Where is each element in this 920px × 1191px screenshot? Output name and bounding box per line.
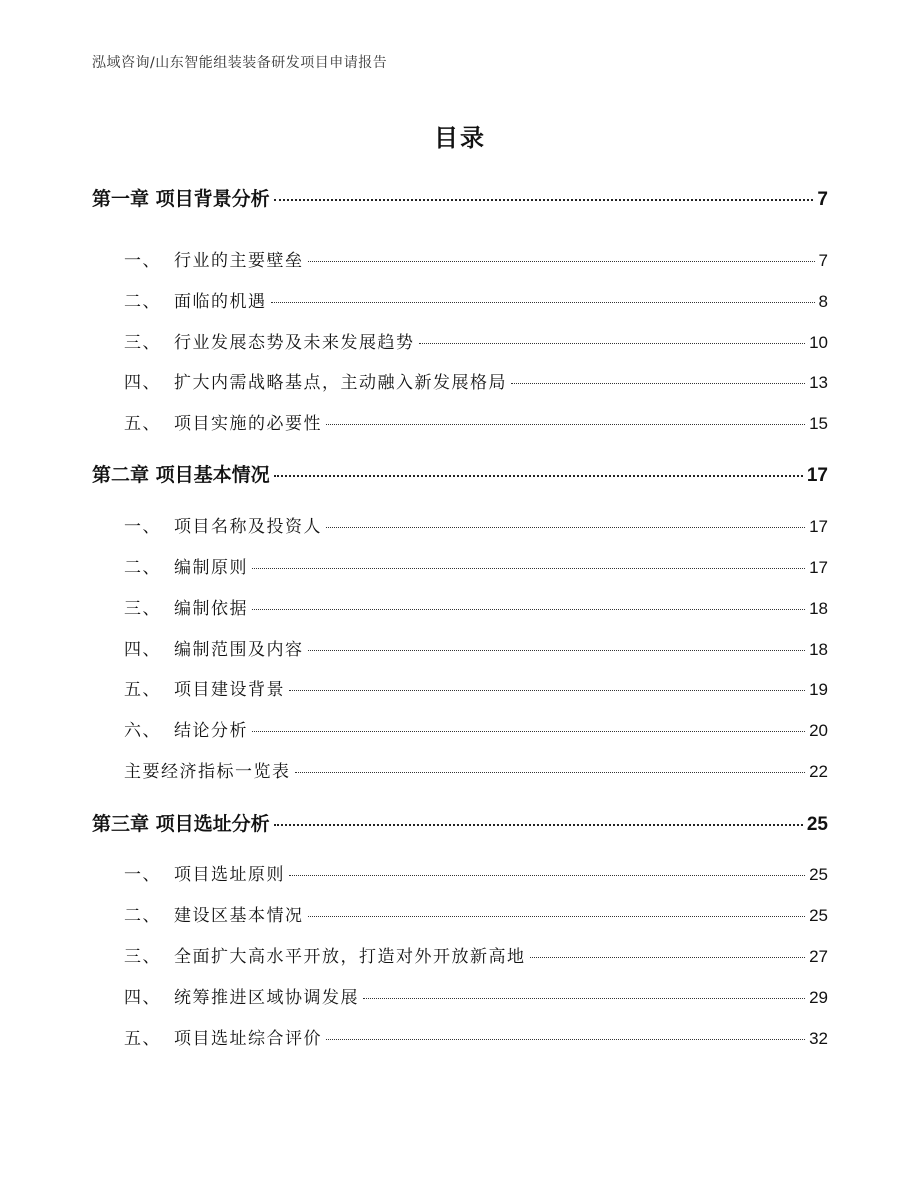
toc-section-number: 三、 bbox=[124, 947, 161, 967]
dot-leader bbox=[289, 690, 805, 691]
toc-section-number: 四、 bbox=[124, 640, 161, 660]
dot-leader bbox=[308, 261, 815, 262]
toc-page-number: 10 bbox=[809, 333, 828, 352]
dot-leader bbox=[419, 343, 806, 344]
toc-entry-label: 统筹推进区域协调发展 bbox=[174, 988, 359, 1008]
toc-section-number: 二、 bbox=[124, 906, 161, 926]
toc-entry-label: 行业的主要壁垒 bbox=[174, 251, 304, 271]
toc-section-number: 五、 bbox=[124, 1029, 161, 1049]
toc-chapter-1[interactable] bbox=[92, 184, 828, 211]
toc-section[interactable] bbox=[92, 983, 828, 1008]
toc-section-number: 一、 bbox=[124, 517, 161, 537]
toc-page-number: 17 bbox=[809, 558, 828, 577]
toc-entry-label: 扩大内需战略基点，主动融入新发展格局 bbox=[174, 373, 507, 393]
toc-section-number: 四、 bbox=[124, 373, 161, 393]
toc-entry-label: 第二章 项目基本情况 bbox=[92, 464, 270, 486]
toc-page-number: 27 bbox=[809, 947, 828, 966]
toc-section[interactable] bbox=[92, 675, 828, 700]
toc-section[interactable] bbox=[92, 287, 828, 312]
toc-section-number: 五、 bbox=[124, 680, 161, 700]
toc-chapter-2[interactable] bbox=[92, 460, 828, 487]
toc-section-number: 三、 bbox=[124, 333, 161, 353]
dot-leader bbox=[252, 731, 805, 732]
dot-leader bbox=[252, 568, 805, 569]
toc-section[interactable] bbox=[92, 512, 828, 537]
toc-entry-label: 项目建设背景 bbox=[174, 680, 285, 700]
toc-section-number: 三、 bbox=[124, 599, 161, 619]
toc-entry-label: 项目选址综合评价 bbox=[174, 1029, 322, 1049]
toc-entry-label: 编制原则 bbox=[174, 558, 248, 578]
toc-entry-label: 项目实施的必要性 bbox=[174, 414, 322, 434]
toc-entry-label: 面临的机遇 bbox=[174, 292, 267, 312]
toc-section[interactable] bbox=[92, 1024, 828, 1049]
dot-leader bbox=[271, 302, 815, 303]
dot-leader bbox=[326, 527, 805, 528]
toc-section[interactable] bbox=[92, 860, 828, 885]
dot-leader bbox=[252, 609, 805, 610]
toc-section-number: 五、 bbox=[124, 414, 161, 434]
toc-section[interactable] bbox=[92, 553, 828, 578]
page-header: 泓域咨询/山东智能组装装备研发项目申请报告 bbox=[92, 55, 388, 71]
toc-entry-label: 第一章 项目背景分析 bbox=[92, 188, 270, 210]
toc-section[interactable] bbox=[92, 901, 828, 926]
dot-leader bbox=[289, 875, 805, 876]
toc-section[interactable] bbox=[92, 757, 828, 782]
dot-leader bbox=[530, 957, 806, 958]
toc-entry-label: 主要经济指标一览表 bbox=[124, 762, 291, 782]
dot-leader bbox=[363, 998, 805, 999]
toc-page-number: 7 bbox=[817, 189, 828, 210]
dot-leader bbox=[274, 824, 803, 826]
toc-entry-label: 结论分析 bbox=[174, 721, 248, 741]
dot-leader bbox=[274, 199, 814, 201]
toc-page-number: 25 bbox=[806, 814, 828, 835]
toc-section[interactable] bbox=[92, 246, 828, 271]
toc-entry-label: 全面扩大高水平开放，打造对外开放新高地 bbox=[174, 947, 526, 967]
toc-entry-label: 第三章 项目选址分析 bbox=[92, 813, 270, 835]
toc-entry-label: 编制依据 bbox=[174, 599, 248, 619]
toc-page-number: 15 bbox=[809, 414, 828, 433]
toc-page-number: 17 bbox=[806, 465, 828, 486]
dot-leader bbox=[308, 650, 806, 651]
toc-title: 目录 bbox=[434, 124, 486, 152]
toc-page-number: 22 bbox=[809, 762, 828, 781]
toc-section-number: 二、 bbox=[124, 292, 161, 312]
dot-leader bbox=[511, 383, 805, 384]
toc-page-number: 7 bbox=[818, 251, 828, 270]
toc-section[interactable] bbox=[92, 716, 828, 741]
toc-page-number: 8 bbox=[818, 292, 828, 311]
toc-page-number: 18 bbox=[809, 599, 828, 618]
toc-page-number: 25 bbox=[809, 906, 828, 925]
toc-page-number: 17 bbox=[809, 517, 828, 536]
dot-leader bbox=[274, 475, 803, 477]
toc-page-number: 29 bbox=[809, 988, 828, 1007]
dot-leader bbox=[326, 424, 805, 425]
dot-leader bbox=[295, 772, 806, 773]
toc-section[interactable] bbox=[92, 635, 828, 660]
dot-leader bbox=[308, 916, 806, 917]
toc-page-number: 13 bbox=[809, 373, 828, 392]
toc-entry-label: 建设区基本情况 bbox=[174, 906, 304, 926]
toc-page-number: 18 bbox=[809, 640, 828, 659]
toc-chapter-3[interactable] bbox=[92, 809, 828, 836]
toc-page-number: 20 bbox=[809, 721, 828, 740]
toc-entry-label: 项目名称及投资人 bbox=[174, 517, 322, 537]
toc-entry-label: 项目选址原则 bbox=[174, 865, 285, 885]
toc-entry-label: 编制范围及内容 bbox=[174, 640, 304, 660]
toc-section-number: 四、 bbox=[124, 988, 161, 1008]
toc-section[interactable] bbox=[92, 942, 828, 967]
toc-section-number: 六、 bbox=[124, 721, 161, 741]
toc-page-number: 19 bbox=[809, 680, 828, 699]
toc-section[interactable] bbox=[92, 409, 828, 434]
toc-entry-label: 行业发展态势及未来发展趋势 bbox=[174, 333, 415, 353]
dot-leader bbox=[326, 1039, 805, 1040]
toc-page-number: 25 bbox=[809, 865, 828, 884]
toc-section-number: 一、 bbox=[124, 251, 161, 271]
toc-section[interactable] bbox=[92, 328, 828, 353]
toc-page-number: 32 bbox=[809, 1029, 828, 1048]
toc-section-number: 一、 bbox=[124, 865, 161, 885]
toc-section[interactable] bbox=[92, 594, 828, 619]
toc-section[interactable] bbox=[92, 368, 828, 393]
toc-section-number: 二、 bbox=[124, 558, 161, 578]
